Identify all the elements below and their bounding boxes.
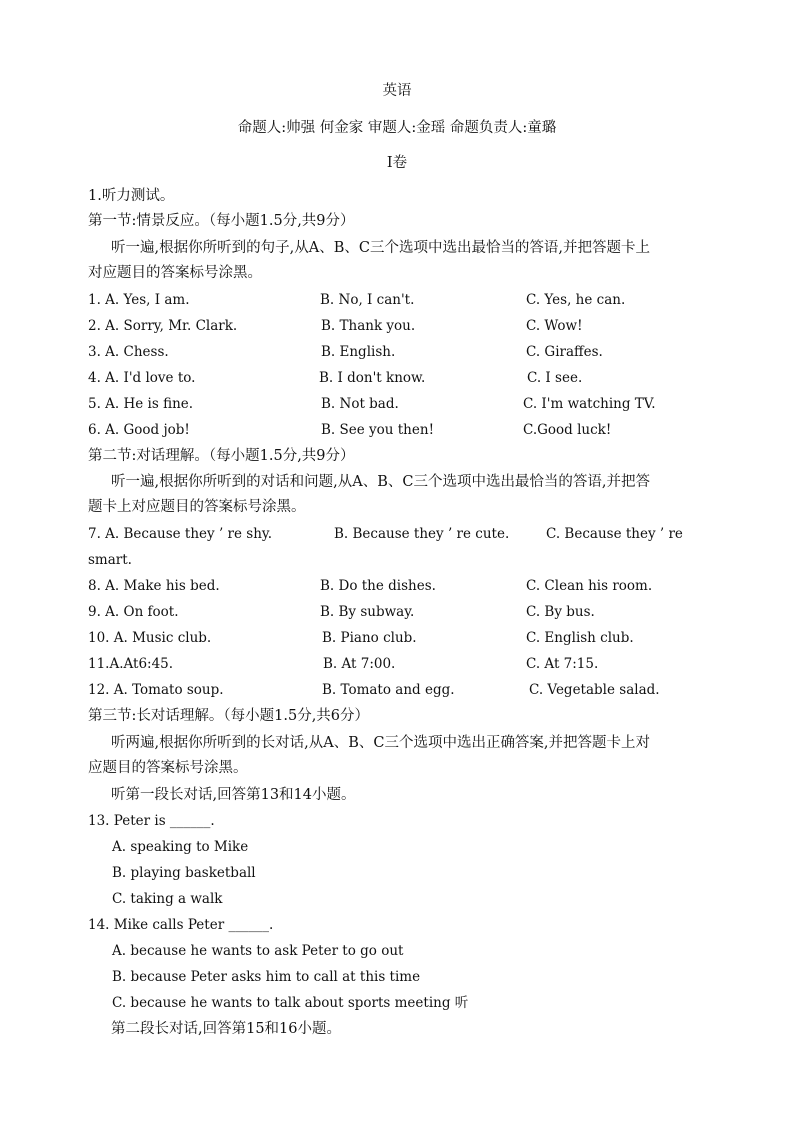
q4-option-c: C. I see. bbox=[527, 370, 583, 386]
q14-option-c: C. because he wants to talk about sports meeting 听 bbox=[112, 995, 469, 1011]
volume-label: I卷 bbox=[386, 155, 408, 171]
dialog1-intro: 听第一段长对话,回答第13和14小题。 bbox=[111, 787, 356, 803]
q7-option-b: B. Because they ’ re cute. bbox=[334, 526, 510, 542]
q7-option-c: C. Because they ’ re bbox=[546, 526, 683, 542]
q6-option-c: C.Good luck! bbox=[523, 422, 612, 438]
q10-option-b: B. Piano club. bbox=[322, 630, 417, 646]
q4-option-a: 4. A. I'd love to. bbox=[88, 370, 196, 386]
part-heading: 1.听力测试。 bbox=[88, 188, 175, 204]
q14-option-a: A. because he wants to ask Peter to go out bbox=[112, 943, 404, 959]
q13-stem: 13. Peter is ______. bbox=[88, 813, 215, 829]
q5-option-b: B. Not bad. bbox=[321, 396, 399, 412]
q5-option-c: C. I'm watching TV. bbox=[523, 396, 656, 412]
q3-option-c: C. Giraffes. bbox=[526, 344, 603, 360]
section3-instruction: 听两遍,根据你所听到的长对话,从A、B、C三个选项中选出正确答案,并把答题卡上对 bbox=[111, 735, 651, 751]
q9-option-c: C. By bus. bbox=[526, 604, 595, 620]
q1-option-c: C. Yes, he can. bbox=[526, 292, 626, 308]
section1-instruction-cont: 对应题目的答案标号涂黑。 bbox=[88, 265, 262, 281]
q8-option-c: C. Clean his room. bbox=[526, 578, 653, 594]
q4-option-b: B. I don't know. bbox=[319, 370, 426, 386]
q11-option-c: C. At 7:15. bbox=[526, 656, 599, 672]
q10-option-c: C. English club. bbox=[526, 630, 634, 646]
q2-option-a: 2. A. Sorry, Mr. Clark. bbox=[88, 318, 238, 334]
q8-option-b: B. Do the dishes. bbox=[320, 578, 436, 594]
section3-instruction-cont: 应题目的答案标号涂黑。 bbox=[88, 760, 248, 776]
q2-option-c: C. Wow! bbox=[526, 318, 583, 334]
q9-option-a: 9. A. On foot. bbox=[88, 604, 179, 620]
section2-instruction: 听一遍,根据你所听到的对话和问题,从A、B、C三个选项中选出最恰当的答语,并把答 bbox=[111, 474, 651, 490]
q7-option-c-wrap: smart. bbox=[88, 552, 132, 568]
section1-heading: 第一节:情景反应。（每小题1.5分,共9分） bbox=[88, 213, 355, 229]
q3-option-a: 3. A. Chess. bbox=[88, 344, 169, 360]
q2-option-b: B. Thank you. bbox=[321, 318, 416, 334]
q9-option-b: B. By subway. bbox=[320, 604, 415, 620]
q13-option-c: C. taking a walk bbox=[112, 891, 223, 907]
q1-option-b: B. No, I can't. bbox=[320, 292, 415, 308]
q5-option-a: 5. A. He is fine. bbox=[88, 396, 194, 412]
q6-option-b: B. See you then! bbox=[321, 422, 434, 438]
section1-instruction: 听一遍,根据你所听到的句子,从A、B、C三个选项中选出最恰当的答语,并把答题卡上 bbox=[111, 240, 651, 256]
q13-option-b: B. playing basketball bbox=[112, 865, 256, 881]
q14-option-b: B. because Peter asks him to call at this time bbox=[112, 969, 421, 985]
q12-option-b: B. Tomato and egg. bbox=[322, 682, 455, 698]
page-title: 英语 bbox=[382, 83, 412, 99]
q13-option-a: A. speaking to Mike bbox=[112, 839, 249, 855]
authors-line: 命题人:帅强 何金家 审题人:金瑶 命题负责人:童璐 bbox=[237, 120, 557, 136]
q12-option-c: C. Vegetable salad. bbox=[529, 682, 660, 698]
q11-option-a: 11.A.At6:45. bbox=[88, 656, 174, 672]
section2-instruction-cont: 题卡上对应题目的答案标号涂黑。 bbox=[88, 499, 306, 515]
q8-option-a: 8. A. Make his bed. bbox=[88, 578, 220, 594]
q6-option-a: 6. A. Good job! bbox=[88, 422, 190, 438]
q1-option-a: 1. A. Yes, I am. bbox=[88, 292, 190, 308]
section3-heading: 第三节:长对话理解。（每小题1.5分,共6分） bbox=[88, 708, 370, 724]
q3-option-b: B. English. bbox=[321, 344, 396, 360]
q12-option-a: 12. A. Tomato soup. bbox=[88, 682, 224, 698]
q10-option-a: 10. A. Music club. bbox=[88, 630, 212, 646]
dialog2-intro: 第二段长对话,回答第15和16小题。 bbox=[111, 1021, 342, 1037]
section2-heading: 第二节:对话理解。（每小题1.5分,共9分） bbox=[88, 448, 355, 464]
q7-option-a: 7. A. Because they ’ re shy. bbox=[88, 526, 273, 542]
q11-option-b: B. At 7:00. bbox=[323, 656, 396, 672]
q14-stem: 14. Mike calls Peter ______. bbox=[88, 917, 274, 933]
